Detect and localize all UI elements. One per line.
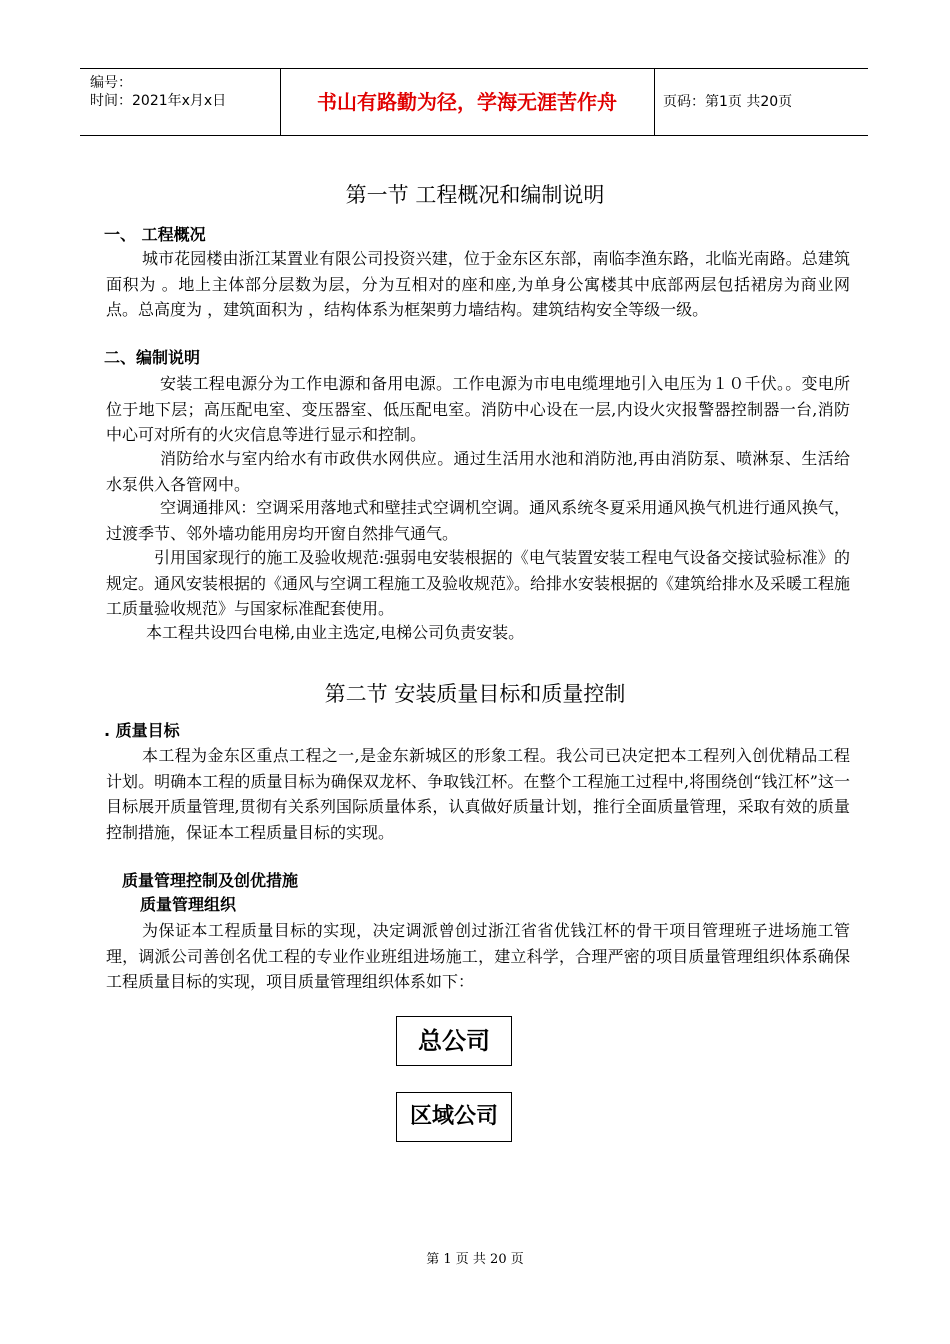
- section2-goal-paragraph: 本工程为金东区重点工程之一,是金东新城区的形象工程。我公司已决定把本工程列入创优精品工程计划。明确本工程的质量目标为确保双龙杯、争取钱江杯。在整个工程施工过程中,将围绕创“钱江杯”这一目标展开质量管理,贯彻有关系列国际质量体系，认真做好质量计划，推行全面质量管理，采取有效的质量控制措施，保证本工程质量目标的实现。: [106, 746, 850, 842]
- section1-water-paragraph: 消防给水与室内给水有市政供水网供应。通过生活用水池和消防池,再由消防泵、喷淋泵、生活给水泵供入各管网中。: [106, 449, 850, 494]
- section1-sub-overview: 一、 工程概况: [104, 225, 206, 244]
- page-header: [80, 68, 868, 136]
- org-box-head-office: 总公司: [396, 1016, 512, 1066]
- page-code: 页码：第1页 共20页: [663, 94, 793, 110]
- section1-power-paragraph: 安装工程电源分为工作电源和备用电源。工作电源为市电电缆埋地引入电压为１０千伏。。变电所位于地下层；高压配电室、变压器室、低压配电室。消防中心设在一层,内设火灾报警器控制器一台,消防中心可对所有的火灾信息等进行显示和控制。: [106, 374, 850, 444]
- section1-standards-paragraph: 引用国家现行的施工及验收规范:强弱电安装根据的《电气装置安装工程电气设备交接试验标准》的规定。通风安装根据的《通风与空调工程施工及验收规范》。给排水安装根据的《建筑给排水及采暖工程施工质量验收规范》与国家标准配套使用。: [106, 548, 851, 618]
- time-label: 时间：2021年x月x日: [90, 93, 227, 109]
- section1-elevator-paragraph: 本工程共设四台电梯,由业主选定,电梯公司负责安装。: [146, 623, 525, 642]
- section1-title: 第一节 工程概况和编制说明: [345, 183, 605, 207]
- number-label: 编号：: [90, 75, 132, 91]
- section2-sub-organization: 质量管理组织: [140, 895, 237, 914]
- section2-title: 第二节 安装质量目标和质量控制: [324, 682, 626, 706]
- section1-hvac-paragraph: 空调通排风：空调采用落地式和壁挂式空调机空调。通风系统冬夏采用通风换气机进行通风换气，过渡季节、邻外墙功能用房均开窗自然排气通气。: [106, 498, 850, 543]
- section2-sub-goal: . 质量目标: [104, 721, 180, 740]
- header-info-cell: [80, 69, 281, 135]
- header-page-cell: [655, 69, 868, 135]
- header-motto-cell: [280, 69, 655, 135]
- page-footer: 第 1 页 共 20 页: [426, 1252, 524, 1267]
- section1-overview-paragraph: 城市花园楼由浙江某置业有限公司投资兴建，位于金东区东部，南临李渔东路，北临光南路。总建筑面积为 。地上主体部分层数为层，分为互相对的座和座,为单身公寓楼其中底部两层包括裙房为商业网点。总高度为 ，建筑面积为 ，结构体系为框架剪力墙结构。建筑结构安全等级一级。: [106, 249, 850, 319]
- motto: 书山有路勤为径，学海无涯苦作舟: [317, 90, 617, 114]
- org-box-regional-office: 区域公司: [396, 1092, 512, 1142]
- section2-sub-measures: 质量管理控制及创优措施: [122, 871, 299, 890]
- section1-sub-notes: 二、编制说明: [104, 348, 201, 367]
- section2-organization-paragraph: 为保证本工程质量目标的实现，决定调派曾创过浙江省省优钱江杯的骨干项目管理班子进场施工管理，调派公司善创名优工程的专业作业班组进场施工，建立科学，合理严密的项目质量管理组织体系确保工程质量目标的实现，项目质量管理组织体系如下：: [106, 921, 850, 991]
